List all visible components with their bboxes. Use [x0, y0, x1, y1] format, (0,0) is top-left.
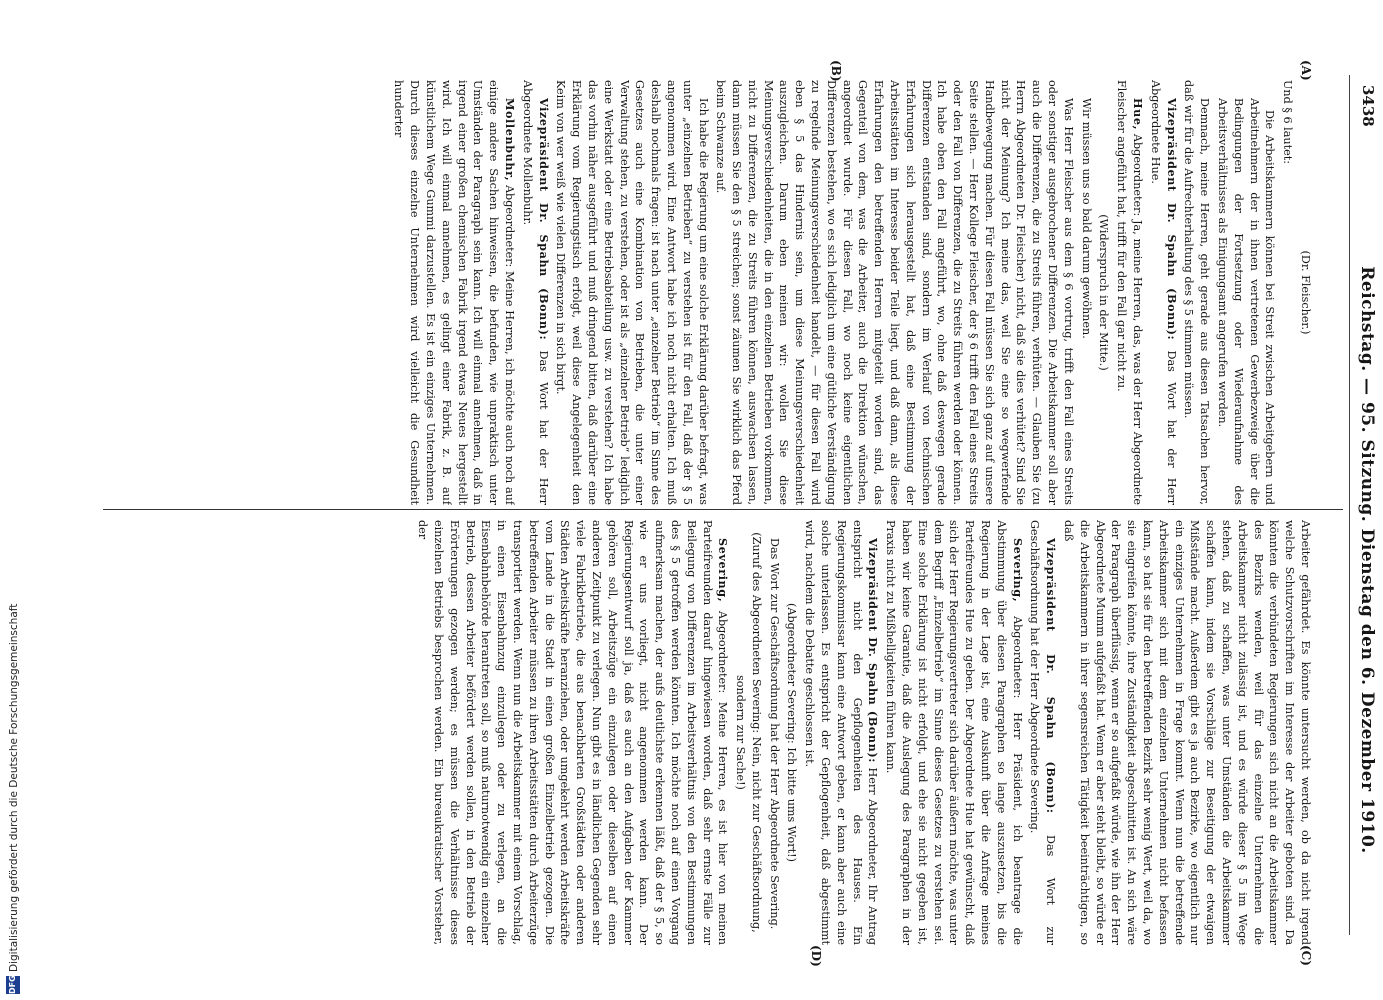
right-column [113, 520, 1313, 945]
paragraph [1297, 80, 1313, 505]
paragraph [713, 80, 1076, 505]
left-column [113, 80, 1313, 505]
paragraph [1027, 520, 1059, 945]
paragraph [391, 80, 517, 505]
paragraph [1147, 80, 1179, 505]
speaker-name: Mollenbuhr, [502, 98, 517, 182]
paragraph-text: Wir müssen uns so bald darum gewöhnen. [1079, 98, 1093, 339]
paragraph-text: Das Wort zur Geschäftsordnung hat der Herr Abgeordnete Severing. [767, 538, 781, 930]
paragraph-text: Abgeordneter: Herr Präsident, ich beantrage die Abstimmung über diesen Paragraphen so lange auszusetzen, bis die Regierung in der Lage ist, eine Auskunft über die Anfrage meines Parteifreundes Hue zu geben. Der Abgeordnete Hue hat gewünscht, daß sich der Herr Regierungsvertreter sich darüber äußern möchte, was unter dem Begriff „Einzelbetrieb“ im Sinne dieses Gesetzes zu verstehen sei. Eine solche Erklärung ist nicht erfolgt, und ehe sie nicht gegeben ist, haben wir keine Garantie, daß die Auslegung des Paragraphen in der Praxis nicht zu Mißhelligkeiten führen kann. [884, 520, 1024, 945]
header-rule [1349, 75, 1350, 935]
paragraph [414, 520, 730, 945]
speaker-name: Vizepräsident Dr. Spahn (Bonn): [1164, 98, 1179, 341]
paragraph-text: Herr Abgeordneter, Ihr Antrag entspricht nicht den Gepflogenheiten des Hauses. Ein Regierungskommissar kann eine Antwort geben, er kann aber auch eine solche unterlassen. Es entspricht der Gepflogenheit, daß abgestimmt wird, nachdem die Debatte geschlossen ist. [803, 520, 880, 945]
paragraph [1078, 80, 1094, 505]
paragraph [784, 520, 800, 945]
paragraph-text: Demnach, meine Herren, geht gerade aus diesen Tatsachen hervor, daß wir für die Aufrechterhaltung des § 5 stimmen müssen. [1182, 80, 1212, 505]
speaker-name: Hue, [1131, 98, 1146, 131]
paragraph-text: Abgeordneter: Meine Herren, es ist hier von meinen Parteifreunden darauf hingewiesen worden, daß sehr ernste Fälle zur Beilegung von Differenzen im Arbeitsverhältnis von den Bestimmungen des § 5 getroffen werden könnten. Ich möchte noch auf einen Vorgang aufmerksam machen, der aufs deutlichste erkennen läßt, daß der § 5, so wie er uns vorliegt, nicht angenommen werden kann. Der Regierungsentwurf soll ja, daß es auch an den Aufgaben der Kammer gehören soll, Arbeitszüge ein einzulegen oder dieselben auf einen anderen Zeitpunkt zu verlegen. Nun gibt es in ländlichen Gegenden sehr viele Fabrikbetriebe, die aus benachbarten Großstädten oder anderen Städten Arbeitskräfte heranziehen, oder umgekehrt werden Arbeitskräfte vom Lande in die Stadt in einen großen Einzelbetrieb gezogen. Die betreffenden Arbeiter müssen zu ihren Arbeitsstätten durch Arbeiterzüge transportiert werden. Wenn nun die Arbeitskammer mit einem Vorschlag, in einen Eisenbahnzug einzulegen oder zu verlegen, an die Eisenbahnbehörde herantreten soll, so muß naturnotwendig ein einzelner Betrieb, dessen Arbeiter befördert werden sollen, in den Betrieb der Erörterungen gezogen werden; es müssen die Verhältnisse dieses einzelnen Betriebs besprochen werden. Ein bureaukratischer Vorsteher, der [416, 520, 730, 945]
speaker-name: Vizepräsident Dr. Spahn (Bonn): [1044, 538, 1059, 814]
paragraph [1113, 80, 1145, 505]
page-header [1347, 0, 1383, 1000]
paragraph [1181, 80, 1213, 505]
paragraph [882, 520, 1024, 945]
paragraph-text: (Zuruf des Abgeordneten Severing: Nein, nicht zur Geschäftsordnung, sondern zur Sache!) [734, 532, 763, 933]
speaker-name: Severing, [1010, 538, 1025, 603]
paragraph [1279, 80, 1295, 505]
paragraph [553, 80, 711, 505]
paragraph-text: Die Arbeitskammern können bei Streit zwischen Arbeitgebern und Arbeitnehmern der in ihnen vertretenen Gewerbezweige über die Bedingungen der Fortsetzung oder Wiederaufnahme des Arbeitsverhältnisses als Einigungsamt angerufen werden. [1216, 98, 1277, 505]
paragraph [766, 520, 782, 945]
paragraph-text: Was Herr Fleischer aus dem § 6 vortrug, trifft den Fall eines Streits oder sonstiger ausgebrochener Differenzen. Die Arbeitskammer soll aber auch die Differenzen, die zu Streits führen, verhüten. — Glauben Sie (zu Herrn Abgeordneten Dr. Fleischer) nicht, daß sie dies verhütet? Sind Sie nicht der Meinung? Ich meine das, weil Sie eine so wegwerfende Handbewegung machen. Für diesen Fall müssen Sie sich ganz auf unsere Seite stellen. — Herr Kollege Fleischer, der § 6 trifft den Fall eines Streits oder den Fall von Differenzen, die zu Streits führen werden oder können. Ich habe oben den Fall angeführt, wo, ohne daß deswegen gerade Differenzen entstanden sind, sondern im Verlauf von technischen Erfahrungen sich herausgestellt hat, daß eine Bestimmung der Arbeitsstätten im Interesse beider Teile liegt, und daß dann, als diese Erfahrungen den betreffenden Herren mitgeteilt worden sind, das Gegenteil von dem, was die Arbeiter, auch die Direktion wünschen, angeordnet wurde. Für diesen Fall, wo noch keine eigentlichen Differenzen bestehen, wo es sich lediglich um eine gütliche Verständigung zu regelnde Meinungsverschiedenheit handelt, — für diesen Fall wird eben § 5 das Hindernis sein, um diese Meinungsverschiedenheit auszugleichen. Darum eben meinen wir: wollen Sie diese Meinungsverschiedenheiten, die in den einzelnen Betrieben vorkommen, nicht zu Differenzen, die zu Streits führen können, auswachsen lassen, dann müssen Sie den § 5 streichen; sonst zäumen Sie wirklich das Pferd beim Schwanze auf. [714, 80, 1075, 505]
column-rule [103, 509, 1343, 510]
paragraph-text: (Widerspruch in der Mitte.) [1097, 214, 1111, 371]
paragraph [1096, 80, 1112, 505]
paragraph-text: Und § 6 lautet: [1281, 80, 1295, 165]
paragraph-text: (Abgeordneter Severing: Ich bitte ums Wort!) [785, 603, 799, 862]
margin-mark-d: (D) [809, 945, 823, 967]
paragraph [732, 520, 764, 945]
paragraph-text: (Dr. Fleischer.) [1299, 250, 1312, 335]
paragraph-text: Ich habe die Regierung um eine solche Erklärung darüber befragt, was unter „einzelnen Betrieben“ zu verstehen ist für den Fall, daß der § 5 angenommen wird. Eine Antwort habe ich noch nicht erhalten. Ich muß deshalb nochmals fragen: ist nach unter „einzelner Betrieb“ im Sinne des Gesetzes auch eine Kombination von Betrieben, die unter einer Verwaltung stehen, zu verstehen, oder ist als „einzelner Betrieb“ lediglich eine Werkstatt oder eine Betriebsabteilung usw. zu verstehen? Ich habe das vorhin näher ausgeführt und muß dringend bitten, daß darüber eine Erklärung vom Regierungstisch erfolgt, weil diese Angelegenheit den Keim von wer weiß wie vielen Differenzen in sich birgt. [554, 80, 710, 505]
paragraph-text: Das Wort hat der Herr Abgeordnete Mollenbuhr. [520, 80, 550, 505]
paragraph-text: Abgeordneter: Ja, meine Herren, das, was der Herr Abgeordnete Fleischer angeführt hat, trifft für den Fall gar nicht zu. [1115, 80, 1145, 505]
paragraph-text: Das Wort zur Geschäftsordnung hat der Herr Abgeordnete Severing. [1028, 520, 1058, 945]
margin-mark-b: (B) [829, 60, 843, 82]
paragraph-text: Das Wort hat der Herr Abgeordnete Hue. [1148, 80, 1178, 505]
paragraph-text: Abgeordneter: Meine Herren, ich möchte auch noch auf einige andere Sachen hinweisen, die befunden, wie unpraktisch unter Umständen der Paragraph sein kann. Ich will einmal annehmen, daß in irgend einer großen chemischen Fabrik irgend etwas Neues hergestellt wird. Ich will einmal annehmen, es gelingt einer Fabrik, z. B. auf künstlichem Wege Gummi darzustellen. Es ist ein einziges Unternehmen. Durch dieses einzelne Unternehmen wird vielleicht die Gesundheit hunderter [392, 80, 516, 505]
paragraph-text: Arbeiter gefährdet. Es könnte untersucht werden, ob da nicht irgend welche Schutzvorschriften im Interesse der Arbeiter geboten sind. Da könnten die verbündeten Regierungen sich nicht an die Arbeitskammer des Bezirks wenden, weil für das einzelne Unternehmen die Arbeitskammer nicht zulässig ist, und es würde dieser § 5 im Wege stehen, daß zu schaffen, was unter Umständen die Arbeitskammer schaffen kann, indem sie Vorschläge zur Beseitigung der etwaigen Mißstände macht. Außerdem gibt es ja auch Bezirke, wo eigentlich nur ein einziges Unternehmen in Frage kommt. Wenn nun die betreffende Arbeitskammer sich mit dem einzelnen Unternehmen nicht befassen kann, so hat sie für den betreffenden Bezirk sehr wenig Wert, weil da, wo sie eingreifen könnte, ihre Zuständigkeit abgeschnitten ist. An sich wäre der Paragraph überflüssig, wenn er so aufgefaßt würde, wie ihn der Herr Abgeordnete Mumm aufgefaßt hat. Wenn er aber steht bleibt, so würde er die Arbeitskammern in ihrer segensreichen Tätigkeit beeinträchtigen, so daß [1062, 520, 1312, 945]
paragraph [519, 80, 551, 505]
side-note-text: Digitalisierung gefördert durch die Deutsche Forschungsgemeinschaft [8, 603, 20, 972]
paragraph [1060, 520, 1313, 945]
margin-mark-a: (A) [1299, 60, 1313, 81]
speaker-name: Severing, [716, 538, 731, 603]
margin-mark-c: (C) [1299, 945, 1313, 966]
side-note [0, 0, 30, 1000]
dfg-logo: DFG [6, 976, 20, 994]
page-number: 3438 [1359, 85, 1377, 127]
speaker-name: Vizepräsident Dr. Spahn (Bonn): [536, 98, 551, 341]
speaker-name: Vizepräsident Dr. Spahn (Bonn): [866, 538, 881, 763]
paragraph [1214, 80, 1277, 505]
paragraph [802, 520, 881, 945]
header-title: Reichstag. — 95. Sitzung. Dienstag den 6. Dezember 1910. [1357, 266, 1377, 854]
